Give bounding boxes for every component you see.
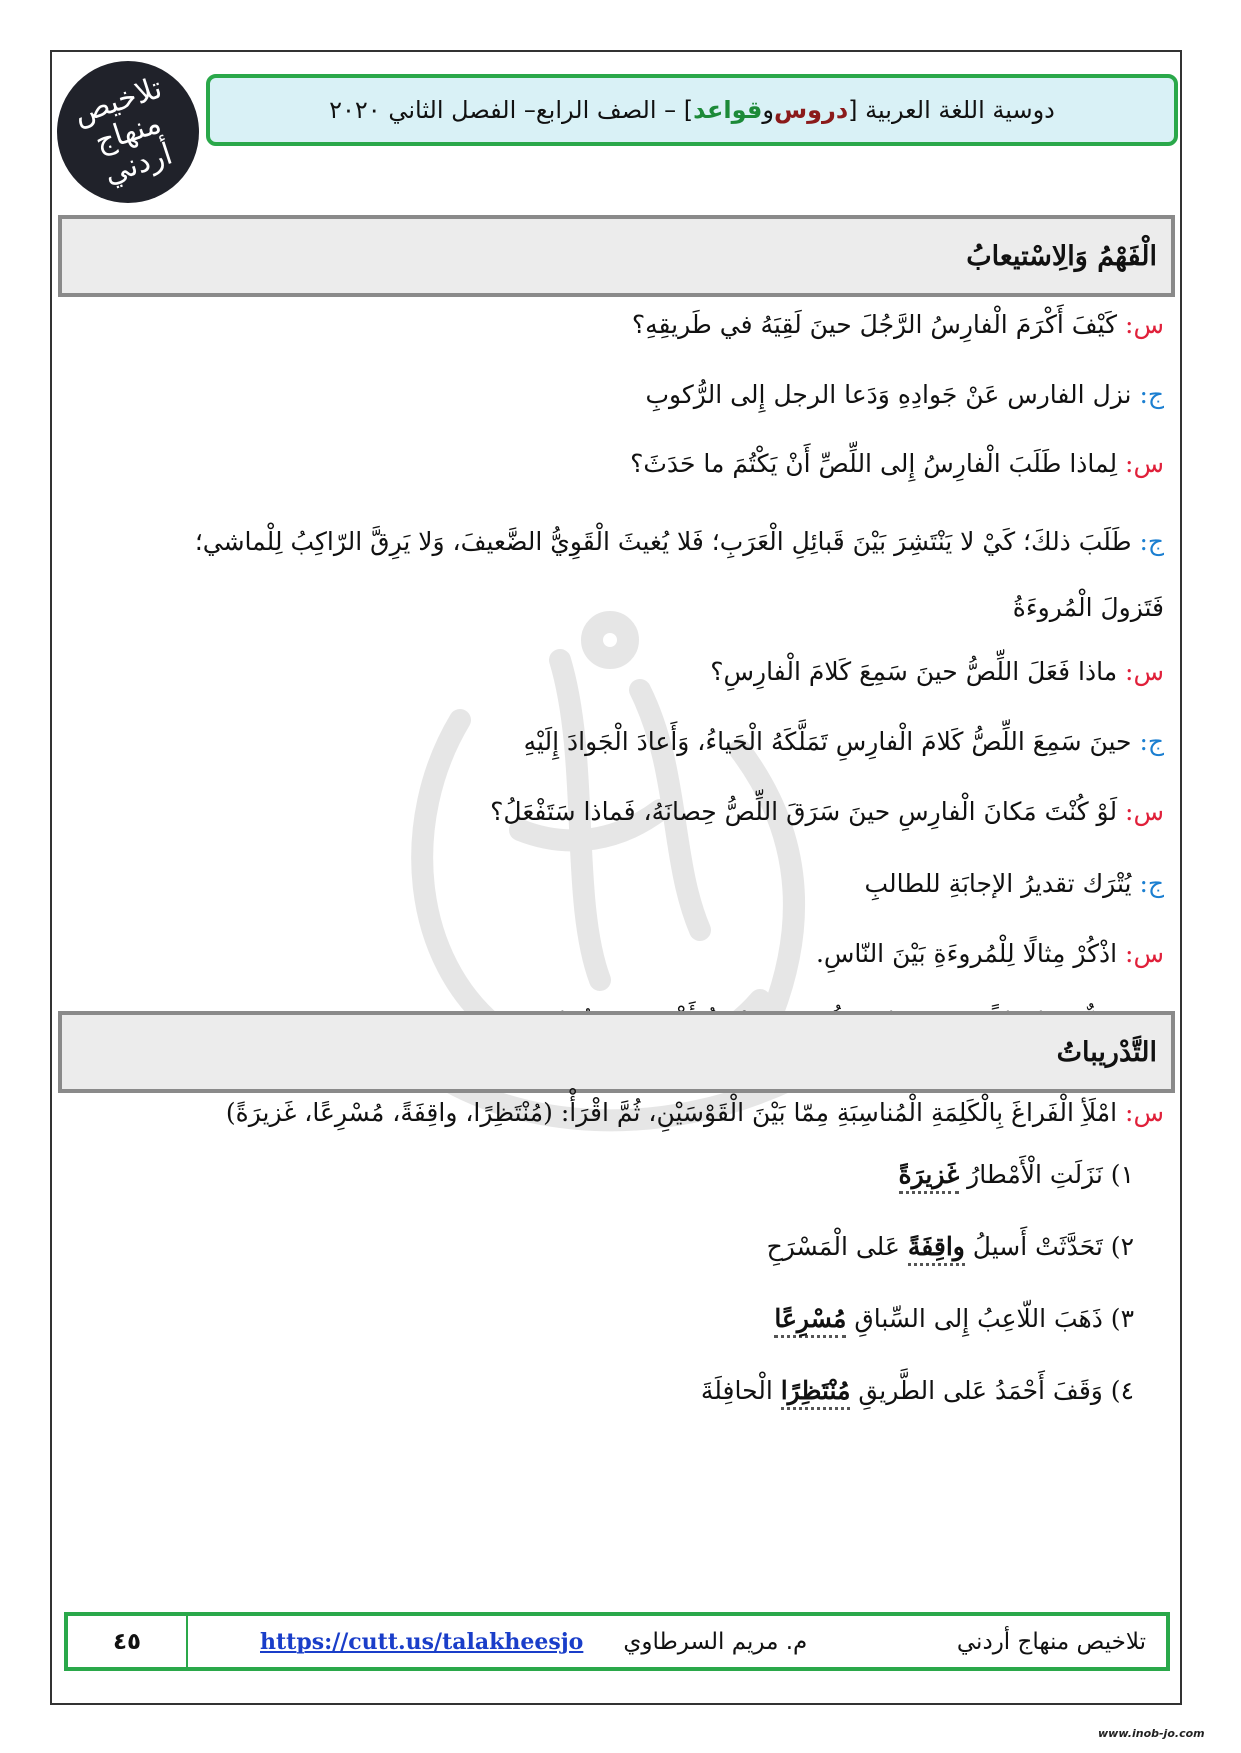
line-text: ماذا فَعَلَ اللِّصُّ حينَ سَمِعَ كَلامَ الْفارِسِ؟ (710, 657, 1126, 686)
question-label: س: (1125, 310, 1164, 339)
exercise-num: ٢) (1110, 1232, 1134, 1261)
question-label: س: (1125, 657, 1164, 686)
exercise-before: وَقَفَ أَحْمَدُ عَلى الطَّريقِ (850, 1376, 1111, 1405)
line-text: حينَ سَمِعَ اللِّصُّ كَلامَ الْفارِسِ تَمَلَّكَهُ الْحَياءُ، وَأَعادَ الْجَوادَ إِلَيْهِ (523, 727, 1140, 756)
exercise-item (767, 1232, 1134, 1261)
line-text: لِماذا طَلَبَ الْفارِسُ إِلى اللِّصِّ أَنْ يَكْتُمَ ما حَدَثَ؟ (630, 449, 1126, 478)
exercise-item (774, 1304, 1134, 1333)
footer-site-name: تلاخيص منهاج أردني (956, 1628, 1146, 1655)
line-text: اذْكُرْ مِثالًا لِلْمُروءَةِ بَيْنَ النّاسِ. (815, 939, 1126, 968)
exercise-num: ٣) (1110, 1304, 1134, 1333)
corner-url: www.inob-jo.com (1098, 1727, 1205, 1740)
line-text: فَتَزولَ الْمُروءَةُ (1012, 593, 1164, 622)
line-text: لَوْ كُنْتَ مَكانَ الْفارِسِ حينَ سَرَقَ اللِّصُّ حِصانَهُ، فَماذا سَتَفْعَلُ؟ (490, 797, 1126, 826)
line-text: يُتْرَك تقديرُ الإجابَةِ للطالبِ (864, 869, 1140, 898)
footer-author: م. مريم السرطاوي (623, 1628, 808, 1655)
exercise-answer: مُسْرِعًا (774, 1304, 846, 1338)
exercise-item (701, 1376, 1134, 1405)
answer-line (195, 527, 1164, 556)
question-label: س: (1125, 797, 1164, 826)
exercise-answer: غَزيرَةً (899, 1160, 960, 1194)
section-heading-exercises: التَّدْريباتُ (58, 1011, 1175, 1093)
answer-line (864, 869, 1164, 898)
question-line (632, 310, 1164, 339)
line-text: نزل الفارس عَنْ جَوادِهِ وَدَعا الرجل إِلى الرُّكوبِ (645, 380, 1140, 409)
answer-continuation (1013, 593, 1164, 622)
question-label: س: (1125, 939, 1164, 968)
question-line (630, 449, 1164, 478)
question-line (816, 939, 1164, 968)
answer-label: ج: (1139, 380, 1164, 409)
question-line (710, 657, 1164, 686)
answer-label: ج: (1139, 869, 1164, 898)
answer-line (524, 727, 1164, 756)
exercise-before: نَزَلَتِ الْأَمْطارُ (959, 1160, 1111, 1189)
exercise-before: تَحَدَّثَتْ أَسيلُ (964, 1232, 1111, 1261)
exercise-before: ذَهَبَ اللّاعِبُ إِلى السِّباقِ (846, 1304, 1111, 1333)
answer-label: ج: (1139, 527, 1164, 556)
footer-link[interactable]: https://cutt.us/talakheesjo (260, 1628, 584, 1655)
question-label: س: (1125, 449, 1164, 478)
exercise-question: س: امْلَأِ الْفَراغَ بِالْكَلِمَةِ الْمُناسِبَةِ مِمّا بَيْنَ الْقَوْسَيْنِ، ثُمَّ اقْرَأْ: (مُنْتَظِرًا، واقِفَةً، مُسْرِعًا، غَزيرَةً) (225, 1098, 1164, 1127)
exercise-num: ٤) (1110, 1376, 1134, 1405)
exercise-answer: واقِفَةً (908, 1232, 965, 1266)
line-text: كَيْفَ أَكْرَمَ الْفارِسُ الرَّجُلَ حينَ لَقِيَهُ في طَريقِهِ؟ (631, 310, 1126, 339)
page-number: ٤٥ (68, 1616, 188, 1667)
question-line (490, 797, 1164, 826)
line-text: طَلَبَ ذلكَ؛ كَيْ لا يَنْتَشِرَ بَيْنَ قَبائِلِ الْعَرَبِ؛ فَلا يُغيثَ الْقَوِيُّ الضَّعيفَ، وَلا يَرِقَّ الرّاكِبُ لِلْماشي؛ (194, 527, 1140, 556)
footer (64, 1612, 1170, 1671)
section-heading-comprehension: الْفَهْمُ وَالِاسْتيعابُ (58, 215, 1175, 297)
exercise-after: الْحافِلَةَ (700, 1376, 781, 1405)
exercise-answer: مُنْتَظِرًا (781, 1376, 851, 1410)
answer-label: ج: (1139, 727, 1164, 756)
exercise-num: ١) (1110, 1160, 1134, 1189)
answer-line (645, 380, 1164, 409)
logo: تلاخيص منهاج أردني (57, 61, 199, 203)
header-title: دوسية اللغة العربية [ دروس و قواعد ] – الصف الرابع– الفصل الثاني ٢٠٢٠ (206, 74, 1178, 146)
exercise-after: عَلى الْمَسْرَحِ (766, 1232, 908, 1261)
exercise-item (899, 1160, 1134, 1189)
